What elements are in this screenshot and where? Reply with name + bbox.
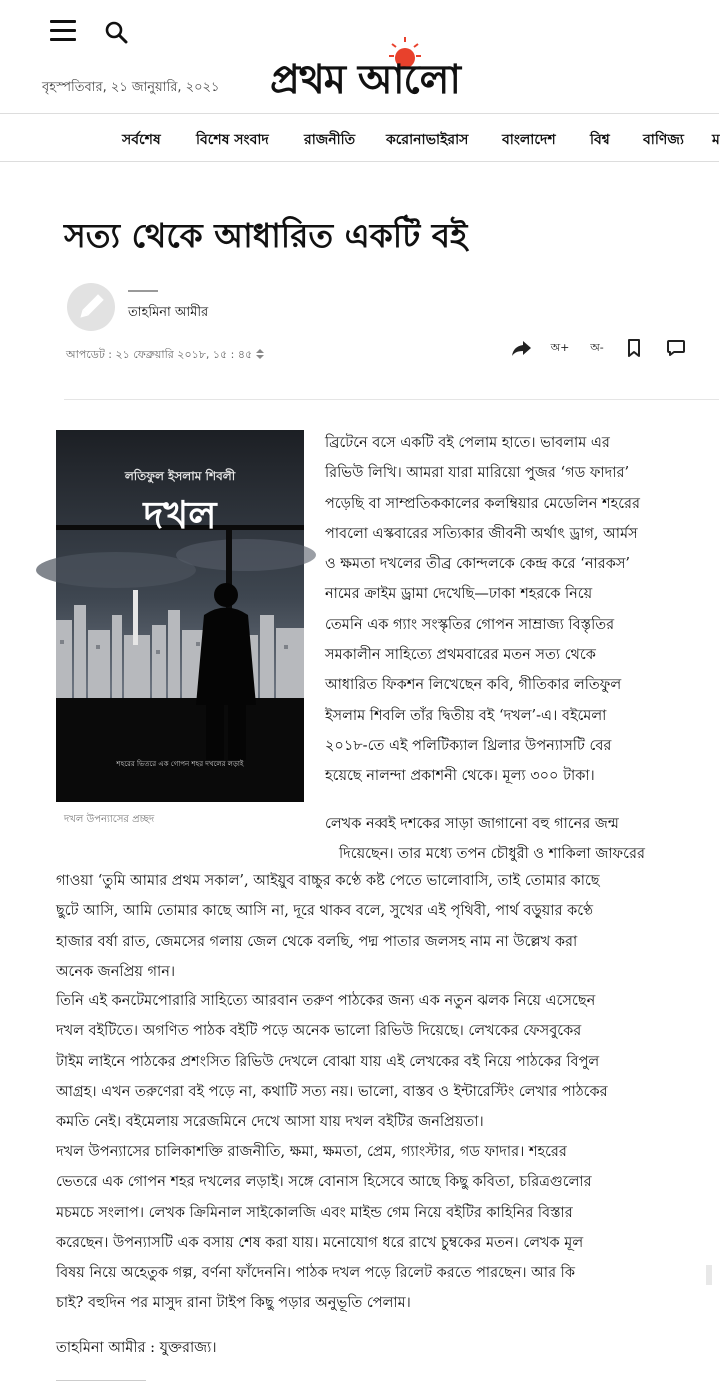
cover-title: দখল: [143, 492, 217, 537]
bottom-divider: [56, 1380, 146, 1381]
cover-tagline: শহরের ভিতরে এক গোপন শহর দখলের লড়াই: [116, 760, 244, 768]
nav-item-politics[interactable]: রাজনীতি: [304, 132, 356, 148]
text-line: ব্রিটেনে বসে একটি বই পেলাম হাতে। ভাবলাম এর: [325, 435, 610, 451]
current-date: বৃহস্পতিবার, ২১ জানুয়ারি, ২০২১: [42, 80, 220, 95]
nav-item-coronavirus[interactable]: করোনাভাইরাস: [386, 132, 469, 148]
text-line: ছুটে আসি, আমি তোমার কাছে আসি না, দূরে থাকব বলে, সুখের এই পৃথিবী, পার্থ বড়ুয়ার কণ্ঠে: [56, 903, 594, 920]
text-line: তিনি এই কনটেমপোরারি সাহিত্যে আরবান তরুণ পাঠকের জন্য এক নতুন ঝলক নিয়ে এসেছেন: [56, 993, 596, 1009]
article-divider: [64, 399, 719, 400]
paragraph-songs: [56, 866, 716, 987]
text-line: নামের ক্রাইম ড্রামা দেখেছি—ঢাকা শহরকে নিয়ে: [325, 586, 593, 603]
text-line: ২০১৮-তে এই পলিটিক্যাল থ্রিলার উপন্যাসটি বের: [325, 737, 612, 754]
text-line: হাজার বর্ষা রাত, জেমসের গলায় জেল থেকে বলছি, পদ্ম পাতার জলসহ নাম না উল্লেখ করা: [56, 933, 578, 950]
author-name[interactable]: তাহমিনা আমীর: [128, 305, 209, 320]
text-line: বিষয় নিয়ে অহেতুক গল্প, বর্ণনা ফাঁদেননি। পাঠক দখল পড়ে রিলেট করতে পারছেন। আর কি: [56, 1265, 575, 1282]
text-line: তেমনি এক গ্যাং সংস্কৃতির গোপন সাম্রাজ্য বিস্তৃতির: [325, 616, 615, 633]
text-line: দখল বইটিতে। অগণিত পাঠক বইটি পড়ে অনেক ভালো রিভিউ দিয়েছে। লেখকের ফেসবুকের: [56, 1023, 582, 1040]
nav-item-latest[interactable]: সর্বশেষ: [122, 132, 161, 148]
author-signoff: তাহমিনা আমীর : যুক্তরাজ্য।: [56, 1340, 217, 1356]
paragraph-songs-start: [325, 809, 715, 870]
nav-item-world[interactable]: বিশ্ব: [590, 132, 610, 148]
paragraph-readers: [56, 986, 716, 1137]
logo-text: প্রথম আলো: [270, 56, 461, 103]
pencil-icon: [67, 283, 115, 331]
book-cover-image[interactable]: [56, 430, 304, 802]
nav-item-commerce[interactable]: বাণিজ্য: [643, 132, 684, 148]
text-line: লেখক নব্বই দশকের সাড়া জাগানো বহু গানের জন্ম: [325, 816, 619, 832]
text-line: অনেক জনপ্রিয় গান।: [56, 963, 176, 980]
nav-item-overflow[interactable]: ম: [712, 132, 720, 148]
search-icon[interactable]: [104, 20, 130, 46]
updated-timestamp: আপডেট : ২১ ফেব্রুয়ারি ২০১৮, ১৫ : ৪৫: [66, 346, 264, 365]
share-icon[interactable]: [508, 336, 536, 360]
text-line: ভেতরে এক গোপন শহর দখলের লড়াই। সঙ্গে বোনাস হিসেবে আছে কিছু কবিতা, চরিত্রগুলোর: [56, 1174, 592, 1191]
text-line: চাই? বহুদিন পর মাসুদ রানা টাইপ কিছু পড়ার অনুভূতি পেলাম।: [56, 1295, 411, 1312]
sort-caret-icon: [256, 349, 264, 359]
article-toolbar: [508, 336, 690, 360]
bookmark-icon[interactable]: [622, 336, 646, 360]
nav-item-bangladesh[interactable]: বাংলাদেশ: [502, 132, 556, 148]
text-line: করেছেন। উপন্যাসটি এক বসায় শেষ করা যায়। মনোযোগ ধরে রাখে চুম্বকের মতন। লেখক মূল: [56, 1234, 584, 1251]
text-line: দিয়েছেন। তার মধ্যে তপন চৌধুরী ও শাকিলা জাফরের: [339, 846, 645, 863]
scrollbar-thumb[interactable]: [706, 1265, 712, 1285]
text-line: রিভিউ লিখি। আমরা যারা মারিয়ো পুজর ‘গড ফাদার’: [325, 465, 630, 482]
author-avatar: [67, 283, 115, 331]
text-line: আধারিত ফিকশন লিখেছেন কবি, গীতিকার লতিফুল: [325, 677, 622, 694]
text-line: মচমচে সংলাপ। লেখক ক্রিমিনাল সাইকোলজি এবং মাইন্ড গেম নিয়ে বইটির কাহিনির বিস্তার: [56, 1204, 573, 1221]
text-line: টাইম লাইনে পাঠকের প্রশংসিত রিভিউ দেখলে বোঝা যায় এই লেখকের বই নিয়ে পাঠকের বিপুল: [56, 1053, 600, 1070]
font-decrease-button[interactable]: অ-: [590, 340, 604, 354]
text-line: আগ্রহ। এখন তরুণেরা বই পড়ে না, কথাটি সত্য নয়। ভালো, বাস্তব ও ইন্টারেস্টিং লেখার পাঠকের: [56, 1083, 608, 1100]
text-line: ও ক্ষমতা দখলের তীব্র কোন্দলকে কেন্দ্র করে ‘নারকস’: [325, 556, 631, 573]
text-line: গাওয়া ‘তুমি আমার প্রথম সকাল’, আইয়ুব বাচ্চুর কণ্ঠে কষ্ট পেতে ভালোবাসি, তাই তোমার কাছে: [56, 873, 600, 889]
cover-author: লতিফুল ইসলাম শিবলী: [124, 469, 236, 483]
nav-divider-bottom: [0, 161, 719, 162]
main-navigation: [0, 114, 719, 161]
article-headline: সত্য থেকে আধারিত একটি বই: [64, 216, 468, 255]
hamburger-menu-icon[interactable]: [50, 20, 76, 42]
cover-caption: দখল উপন্যাসের প্রচ্ছদ: [64, 814, 155, 825]
font-increase-button[interactable]: অ+: [550, 340, 570, 354]
text-line: দখল উপন্যাসের চালিকাশক্তি রাজনীতি, ক্ষমা, ক্ষমতা, প্রেম, গ্যাংস্টার, গড ফাদার। শহরের: [56, 1144, 567, 1160]
text-line: কমতি নেই। বইমেলায় সরেজমিনে দেখে আসা যায় দখল বইটির জনপ্রিয়তা।: [56, 1114, 484, 1131]
text-line: পড়েছি বা সাম্প্রতিককালের কলম্বিয়ার মেডেলিন শহরের: [325, 495, 640, 512]
site-logo[interactable]: [270, 36, 540, 103]
nav-item-special-news[interactable]: বিশেষ সংবাদ: [196, 132, 269, 148]
comment-icon[interactable]: [662, 336, 690, 360]
text-line: ইসলাম শিবলি তাঁর দ্বিতীয় বই ‘দখল’-এ। বইমেলা: [325, 707, 607, 724]
text-line: পাবলো এস্কবারের সত্যিকার জীবনী অর্থাৎ ড্রাগ, আর্মস: [325, 525, 638, 542]
author-rule: [128, 290, 158, 292]
text-line: সমকালীন সাহিত্যে প্রথমবারের মতন সত্য থেকে: [325, 647, 596, 664]
paragraph-themes: [56, 1137, 716, 1319]
text-line: হয়েছে নালন্দা প্রকাশনী থেকে। মূল্য ৩০০ টাকা।: [325, 768, 595, 785]
paragraph-intro: [325, 428, 715, 792]
